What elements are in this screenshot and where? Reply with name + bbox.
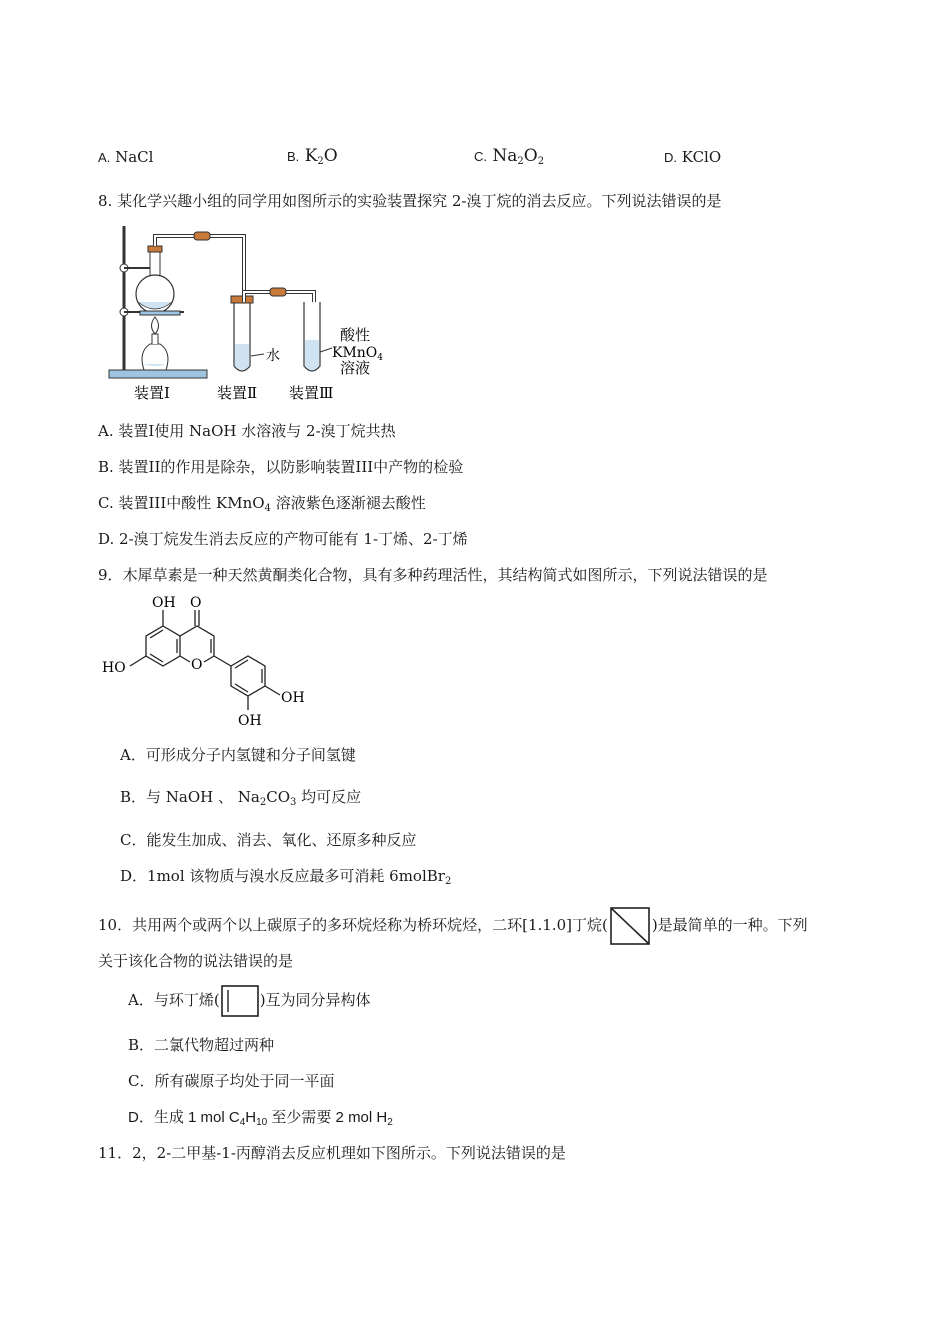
- ring-a-double-1: [150, 630, 163, 638]
- q8-stem: 8. 某化学兴趣小组的同学用如图所示的实验装置探究 2-溴丁烷的消去反应。下列说法错误的是: [98, 192, 722, 210]
- formula: KClO: [681, 148, 722, 166]
- q7-option-c: [474, 146, 544, 167]
- q11-stem: 11．2，2-二甲基-1-丙醇消去反应机理如下图所示。下列说法错误的是: [98, 1144, 566, 1162]
- structure-bonds: [130, 610, 280, 710]
- ring-c-o-right: [204, 656, 214, 662]
- ring-c-o-left: [180, 656, 190, 662]
- option-letter: C.: [474, 149, 487, 164]
- subscript: 2: [444, 876, 452, 887]
- q10-option-b: B．二氯代物超过两种: [128, 1036, 275, 1054]
- q9-option-a: A．可形成分子内氢键和分子间氢键: [120, 746, 356, 764]
- acid-label: 酸性: [340, 326, 371, 344]
- stand-base: [109, 370, 207, 378]
- stem-text-tail: )是最简单的一种。下列: [651, 916, 808, 934]
- q10-stem-line2: 关于该化合物的说法错误的是: [98, 952, 294, 970]
- option-text: B．与 NaOH 、 Na: [120, 788, 260, 806]
- ring-b-double-3: [235, 684, 248, 692]
- ring-c-top: [180, 626, 214, 656]
- q7-option-d: [664, 148, 721, 166]
- subscript-1: 2: [259, 797, 267, 808]
- device-3-label: 装置Ⅲ: [289, 384, 334, 402]
- option-text: D．1mol 该物质与溴水反应最多可消耗 6molBr: [120, 867, 445, 885]
- ring-b: [231, 656, 265, 696]
- q10-option-d: [128, 1106, 393, 1128]
- option-mid: H: [245, 1109, 257, 1126]
- option-letter: D.: [664, 150, 677, 165]
- flask-neck: [150, 250, 160, 276]
- option-text: C. 装置III中酸性 KMnO: [98, 494, 265, 512]
- cyclobutene-icon: [220, 984, 260, 1018]
- q8-option-b: B. 装置II的作用是除杂，以防影响装置III中产物的检验: [98, 458, 464, 476]
- q8-option-c: [98, 492, 426, 514]
- q10-option-c: C．所有碳原子均处于同一平面: [128, 1072, 335, 1090]
- option-mid: CO: [266, 788, 290, 806]
- q8-apparatus-figure: [104, 222, 394, 408]
- water-label: 水: [266, 348, 280, 364]
- formula-tail: O: [523, 146, 538, 166]
- option-text: D．生成 1 mol C: [128, 1109, 240, 1126]
- wire-gauze: [140, 311, 180, 315]
- q10-stem-line1: [98, 906, 808, 946]
- formula-main: Na: [492, 146, 518, 166]
- option-letter: A.: [98, 150, 111, 165]
- stopper: [148, 246, 162, 252]
- subscript-1: 4: [239, 1117, 246, 1128]
- water-leader: [251, 354, 264, 356]
- ring-a: [146, 626, 180, 666]
- ho-left-label: HO: [102, 660, 126, 676]
- ho-left-bond: [130, 656, 146, 666]
- q9-option-c: C．能发生加成、消去、氧化、还原多种反应: [120, 831, 417, 849]
- q10-option-a: [128, 984, 371, 1018]
- water-liquid: [235, 344, 249, 370]
- q7-option-b: [287, 146, 338, 167]
- formula-tail: O: [323, 146, 338, 166]
- option-letter: B.: [287, 149, 300, 164]
- option-text-tail: 溶液紫色逐渐褪去酸性: [270, 494, 426, 512]
- oh-top-label: OH: [152, 595, 176, 611]
- subscript: 4: [264, 503, 271, 514]
- alcohol-lamp: [142, 344, 168, 370]
- oh-right-bond: [265, 686, 280, 695]
- flame: [152, 317, 159, 334]
- subscript-3: 2: [387, 1117, 393, 1128]
- q9-option-b: [120, 786, 361, 808]
- rubber-joint-2: [270, 288, 286, 296]
- q9-luteolin-structure: [100, 592, 320, 730]
- subscript-2: 3: [290, 797, 297, 808]
- formula: NaCl: [115, 148, 154, 166]
- lamp-wick-holder: [152, 334, 158, 344]
- q8-option-d: D. 2-溴丁烷发生消去反应的产物可能有 1-丁烯、2-丁烯: [98, 530, 468, 548]
- ring-b-double-1: [235, 660, 248, 668]
- formula-sub: 2: [517, 156, 524, 167]
- option-tail: 均可反应: [296, 788, 362, 806]
- q9-stem: 9．木犀草素是一种天然黄酮类化合物，具有多种药理活性，其结构简式如图所示，下列说法错误的是: [98, 566, 768, 584]
- rubber-joint-1: [194, 232, 210, 240]
- option-text: A．与环丁烯(: [128, 991, 220, 1009]
- oh-bottom-label: OH: [238, 713, 262, 729]
- formula-sub2: 2: [537, 156, 545, 167]
- stem-text: 10．共用两个或两个以上碳原子的多环烷烃称为桥环烷烃，二环[1.1.0]丁烷(: [98, 916, 608, 934]
- device-1-label: 装置Ⅰ: [134, 384, 170, 402]
- link-bond: [214, 656, 231, 666]
- solution-label: 溶液: [340, 359, 371, 377]
- q7-option-a: [98, 148, 153, 166]
- formula-sub: 2: [317, 156, 324, 167]
- oh-right-label: OH: [281, 690, 305, 706]
- option-mid-2: 至少需要 2 mol H: [267, 1109, 388, 1126]
- ring-a-double-2: [150, 654, 163, 662]
- subscript-2: 10: [256, 1117, 268, 1128]
- kmno4-liquid: [305, 340, 319, 370]
- kmno4-leader: [320, 348, 332, 352]
- q9-option-d: [120, 865, 451, 887]
- bicyclobutane-icon: [608, 906, 652, 946]
- formula-main: K: [304, 146, 318, 166]
- q8-option-a: A. 装置I使用 NaOH 水溶液与 2-溴丁烷共热: [98, 422, 396, 440]
- option-text-tail: )互为同分异构体: [259, 991, 371, 1009]
- kmno4-label: KMnO$_4$: [332, 345, 384, 363]
- device-2-label: 装置Ⅱ: [217, 384, 258, 402]
- o-ring-label: O: [191, 657, 203, 673]
- o-top-label: O: [190, 595, 202, 611]
